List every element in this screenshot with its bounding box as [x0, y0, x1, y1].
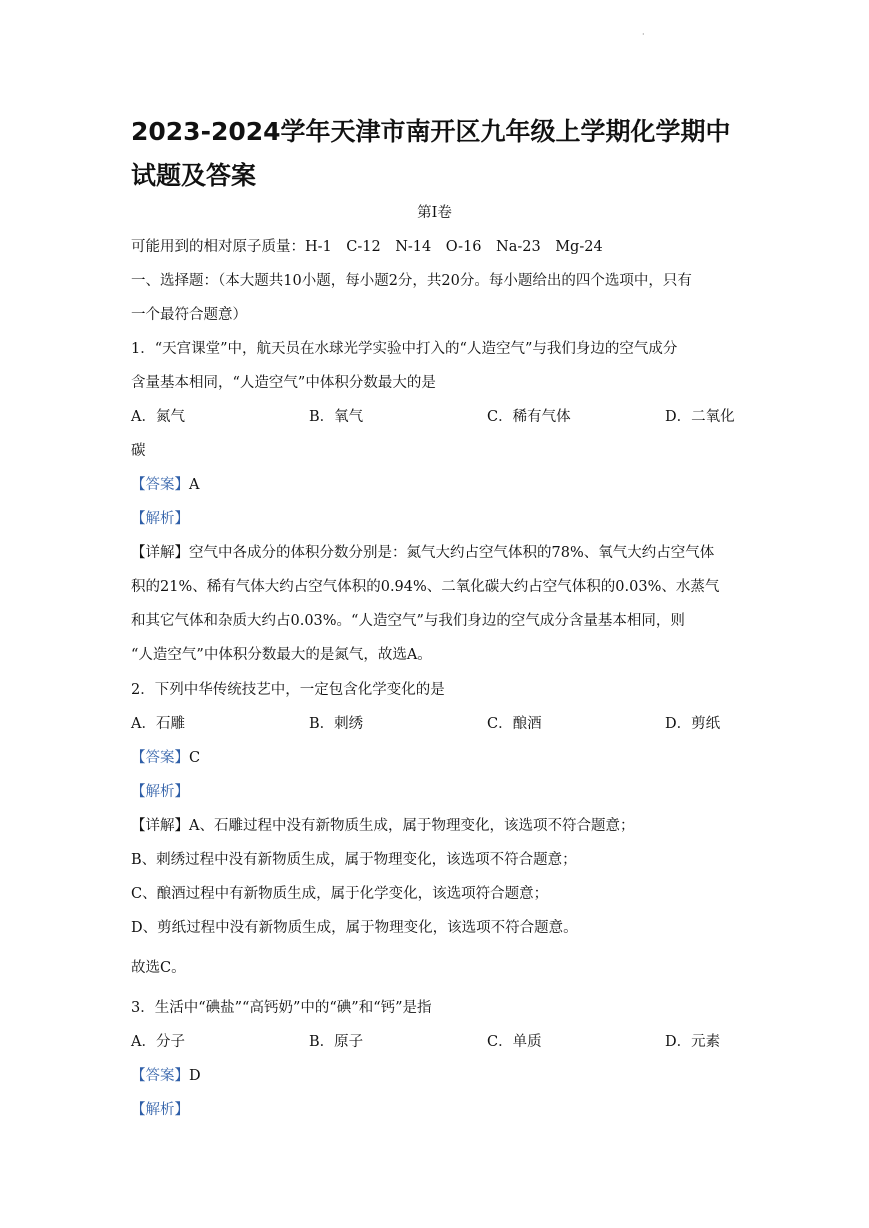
q1-answer [131, 475, 199, 495]
q2-analysis-label: 【解析】 [131, 784, 189, 800]
q3-option-b: B．原子 [309, 1034, 364, 1050]
volume-heading: 第Ⅰ卷 [417, 205, 452, 221]
q3-answer [131, 1066, 201, 1086]
q1-detail-line-3: 和其它气体和杂质大约占0.03%。“人造空气”与我们身边的空气成分含量基本相同，则 [131, 613, 685, 629]
q1-detail-text: 空气中各成分的体积分数分别是：氮气大约占空气体积的78%、氧气大约占空气体 [189, 545, 715, 561]
page-marker-dot: · [642, 30, 645, 39]
q2-detail-text: A、石雕过程中没有新物质生成，属于物理变化，该选项不符合题意； [189, 818, 635, 834]
q2-option-c: C．酿酒 [487, 716, 542, 732]
q3-analysis-label: 【解析】 [131, 1102, 189, 1118]
q2-conclusion: 故选C。 [131, 960, 186, 976]
q3-option-c: C．单质 [487, 1034, 542, 1050]
question-1-text-cont: 含量基本相同，“人造空气”中体积分数最大的是 [131, 375, 436, 391]
detail-label: 【详解】 [131, 545, 189, 561]
q2-detail-line-3: C、酿酒过程中有新物质生成，属于化学变化，该选项符合题意； [131, 886, 549, 902]
answer-label: 【答案】 [131, 477, 189, 493]
q1-option-d: D．二氧化 [665, 409, 735, 425]
q1-option-a: A．氮气 [131, 409, 185, 425]
atomic-masses: 可能用到的相对原子质量：H-1 C-12 N-14 O-16 Na-23 Mg-24 [131, 239, 603, 255]
detail-label: 【详解】 [131, 818, 189, 834]
q1-detail-line-2: 积的21%、稀有气体大约占空气体积的0.94%、二氧化碳大约占空气体积的0.03%、水蒸气 [131, 579, 720, 595]
section-instructions-cont: 一个最符合题意） [131, 307, 247, 323]
document-title: 2023-2024学年天津市南开区九年级上学期化学期中试题及答案 [131, 117, 731, 190]
q2-option-b: B．刺绣 [309, 716, 364, 732]
q2-answer [131, 748, 200, 768]
q1-option-d-wrap: 碳 [131, 443, 146, 459]
q2-answer-value: C [189, 750, 201, 766]
q1-detail-line-1 [131, 543, 714, 563]
q1-analysis-label: 【解析】 [131, 511, 189, 527]
q2-detail-line-2: B、刺绣过程中没有新物质生成，属于物理变化，该选项不符合题意； [131, 852, 577, 868]
question-2-text: 2．下列中华传统技艺中，一定包含化学变化的是 [131, 682, 445, 698]
question-3-text: 3．生活中“碘盐”“高钙奶”中的“碘”和“钙”是指 [131, 1000, 432, 1016]
q2-detail-line-1 [131, 816, 634, 836]
q2-option-a: A．石雕 [131, 716, 185, 732]
q1-option-b: B．氧气 [309, 409, 364, 425]
question-1-text: 1．“天宫课堂”中，航天员在水球光学实验中打入的“人造空气”与我们身边的空气成分 [131, 341, 678, 357]
answer-label: 【答案】 [131, 1068, 189, 1084]
q1-answer-value: A [189, 477, 200, 493]
q2-option-d: D．剪纸 [665, 716, 721, 732]
q2-detail-line-4: D、剪纸过程中没有新物质生成，属于物理变化，该选项不符合题意。 [131, 920, 578, 936]
answer-label: 【答案】 [131, 750, 189, 766]
q1-detail-line-4: “人造空气”中体积分数最大的是氮气，故选A。 [131, 647, 432, 663]
q3-option-d: D．元素 [665, 1034, 721, 1050]
section-instructions: 一、选择题：（本大题共10小题，每小题2分，共20分。每小题给出的四个选项中，只有 [131, 273, 692, 289]
q3-option-a: A．分子 [131, 1034, 185, 1050]
q1-option-c: C．稀有气体 [487, 409, 571, 425]
q3-answer-value: D [189, 1068, 201, 1084]
